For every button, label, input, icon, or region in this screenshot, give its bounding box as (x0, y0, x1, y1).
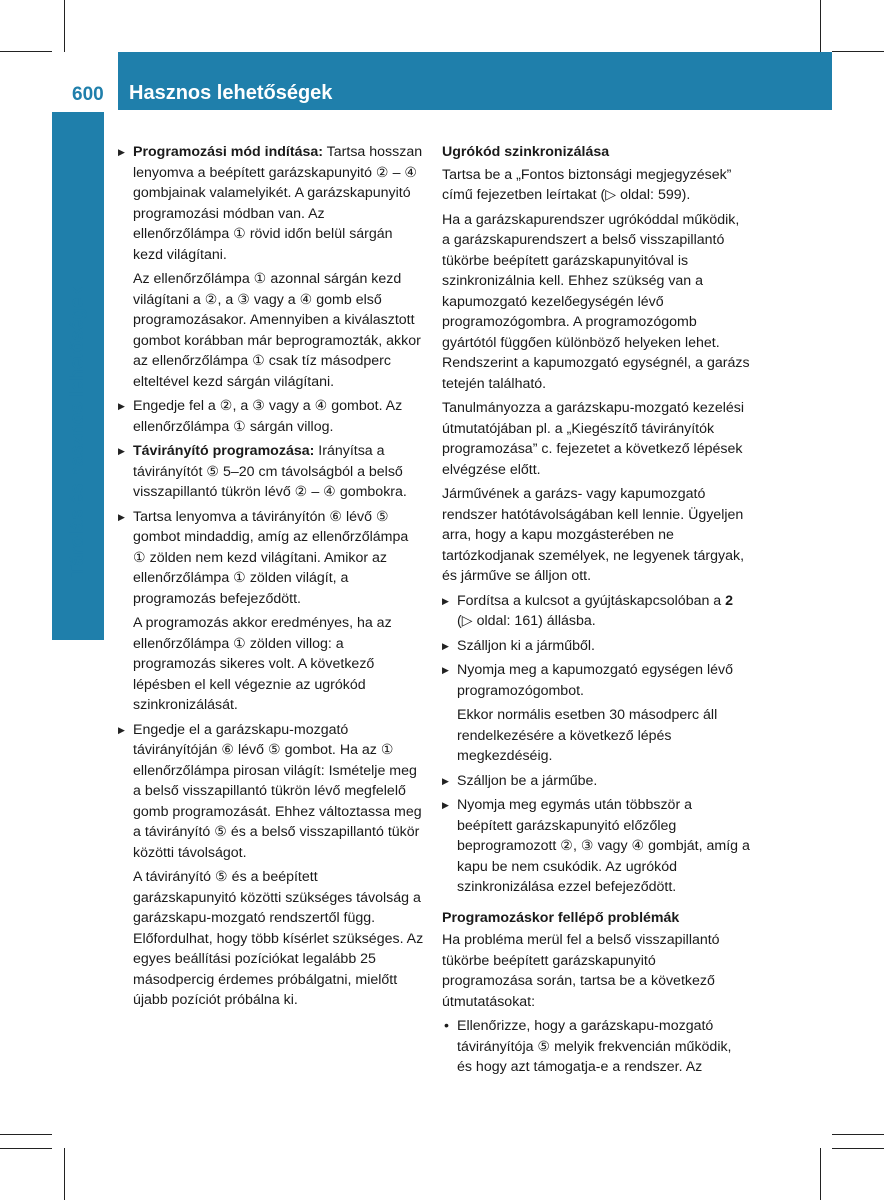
paragraph: Tartsa be a „Fontos biztonsági megjegyzések” című fejezetben leírtakat (▷ oldal: 599). (442, 166, 732, 203)
crop-mark (820, 1148, 821, 1200)
page-title: Hasznos lehetőségek (129, 82, 333, 104)
step-item (118, 142, 424, 265)
side-tab-label: Tárolás és hasznos lehetőségek (67, 286, 88, 578)
paragraph: Ha a garázskapurendszer ugrókóddal működik, a garázskapurendszert a belső visszapillantó tükörbe beépített garázskapunyitóval is szinkronizálnia kell. Ehhez szükség van a kapumozgató kezelőegységén lévő programozógombra. A programozógomb gyártótól függően különböző helyeken lehet. Rendszerint a kapumozgató egységnél, a garázs tetején található. (442, 211, 750, 392)
paragraph: Tanulmányozza a garázskapu-mozgató kezelési útmutatójában pl. a „Kiegészítő távirányítók programozása” c. fejezetet a következő lépések elvégzése előtt. (442, 400, 745, 478)
paragraph: A távirányító ⑤ és a beépített garázskapunyitó közötti szükséges távolság a garázskapu-mozgató rendszertől függ. Előfordulhat, hogy több kísérlet szükséges. Az egyes beállítási pozíciókat legalább 25 másodpercig érdemes próbálgatni, mielőtt újabb pozíciót próbálna ki. (133, 869, 424, 1008)
step-item (442, 591, 750, 632)
step-item: ▶ Szálljon be a járműbe. (442, 771, 750, 792)
step-item (118, 441, 424, 503)
crop-mark (820, 0, 821, 52)
step-heading: Távirányító programozása: (133, 443, 315, 459)
step-text: Fordítsa a kulcsot a gyújtáskapcsolóban a (457, 592, 726, 609)
step-text: Tartsa hosszan lenyomva a beépített garázskapunyitó ② – ④ gombjainak valamelyikét. A garázskapunyitó programozási módban van. Az ellenőrzőlámpa ① rövid időn belül sárgán kezd világítani. (133, 144, 423, 263)
paragraph: A programozás akkor eredményes, ha az ellenőrzőlámpa ① zölden villog: a programozás sikeres volt. A következő lépésben el kell végeznie az ugrókód szinkronizálását. (133, 615, 392, 713)
crop-mark (832, 1148, 884, 1149)
left-column (118, 142, 424, 1015)
section-heading: Ugrókód szinkronizálása (442, 144, 610, 160)
crop-mark (832, 1134, 884, 1135)
section-heading: Programozáskor fellépő problémák (442, 909, 680, 926)
crop-mark (0, 1134, 52, 1135)
step-item: ▶ Engedje el a garázskapu-mozgató távirányítóján ⑥ lévő ⑤ gombot. Ha az ① ellenőrzőlámpa pirosan világít: Ismételje meg a belső visszapillantó tükrön lévő megfelelő gomb programozását. Ehhez változtassa meg a távirányító ⑤ és a belső visszapillantó tükör közötti távolságot. (118, 720, 424, 864)
paragraph: Ha probléma merül fel a belső visszapillantó tükörbe beépített garázskapunyitó programozása során, tartsa be a következő útmutatásokat: (442, 932, 720, 1010)
paragraph: Ekkor normális esetben 30 másodperc áll rendelkezésére a következő lépés megkezdéséig. (457, 707, 718, 764)
step-text: Irányítsa a távirányítót ⑤ 5–20 cm távolságból a belső visszapillantó tükrön lévő ② – ④ gombokra. (133, 443, 407, 500)
step-heading: Programozási mód indítása: (133, 144, 323, 160)
step-item: ▶ Nyomja meg egymás után többször a beépített garázskapunyitó előzőleg beprogramozott ②, ③ vagy ④ gombját, amíg a kapu be nem csukódik. Az ugrókód szinkronizálása ezzel befejeződött. (442, 795, 750, 898)
paragraph: Járművének a garázs- vagy kapumozgató rendszer hatótávolságában kell lennie. Ügyeljen arra, hogy a kapu mozgásterében ne tartózkodjanak személyek, ne legyenek tárgyak, és járműve se álljon ott. (442, 486, 745, 584)
crop-mark (0, 51, 52, 52)
bullet-item: • Ellenőrizze, hogy a garázskapu-mozgató távirányítója ⑤ melyik frekvencián működik, és hogy azt támogatja-e a rendszer. Az (442, 1016, 750, 1078)
page-number: 600 (72, 84, 104, 105)
paragraph: Az ellenőrzőlámpa ① azonnal sárgán kezd világítani a ②, a ③ vagy a ④ gomb első programozásakor. Amennyiben a kiválasztott gombot korábban már beprogramozták, akkor az ellenőrzőlámpa ① csak tíz másodperc elteltével kezd sárgán világítani. (133, 271, 421, 390)
step-text: (▷ oldal: 161) állásba. (457, 613, 596, 629)
crop-mark (0, 1148, 52, 1149)
step-item: ▶ Tartsa lenyomva a távirányítón ⑥ lévő ⑤ gombot mindaddig, amíg az ellenőrzőlámpa ① zölden nem kezd világítani. Amikor az ellenőrzőlámpa ① zölden világít, a programozás befejeződött. (118, 507, 424, 610)
crop-mark (64, 0, 65, 52)
step-item: ▶ Szálljon ki a járműből. (442, 636, 750, 657)
right-column (442, 142, 750, 1082)
crop-mark (832, 51, 884, 52)
step-item: ▶ Engedje fel a ②, a ③ vagy a ④ gombot. Az ellenőrzőlámpa ① sárgán villog. (118, 396, 424, 437)
crop-mark (64, 1148, 65, 1200)
step-item: ▶ Nyomja meg a kapumozgató egységen lévő programozógombot. (442, 660, 750, 701)
key-position: 2 (725, 592, 734, 609)
